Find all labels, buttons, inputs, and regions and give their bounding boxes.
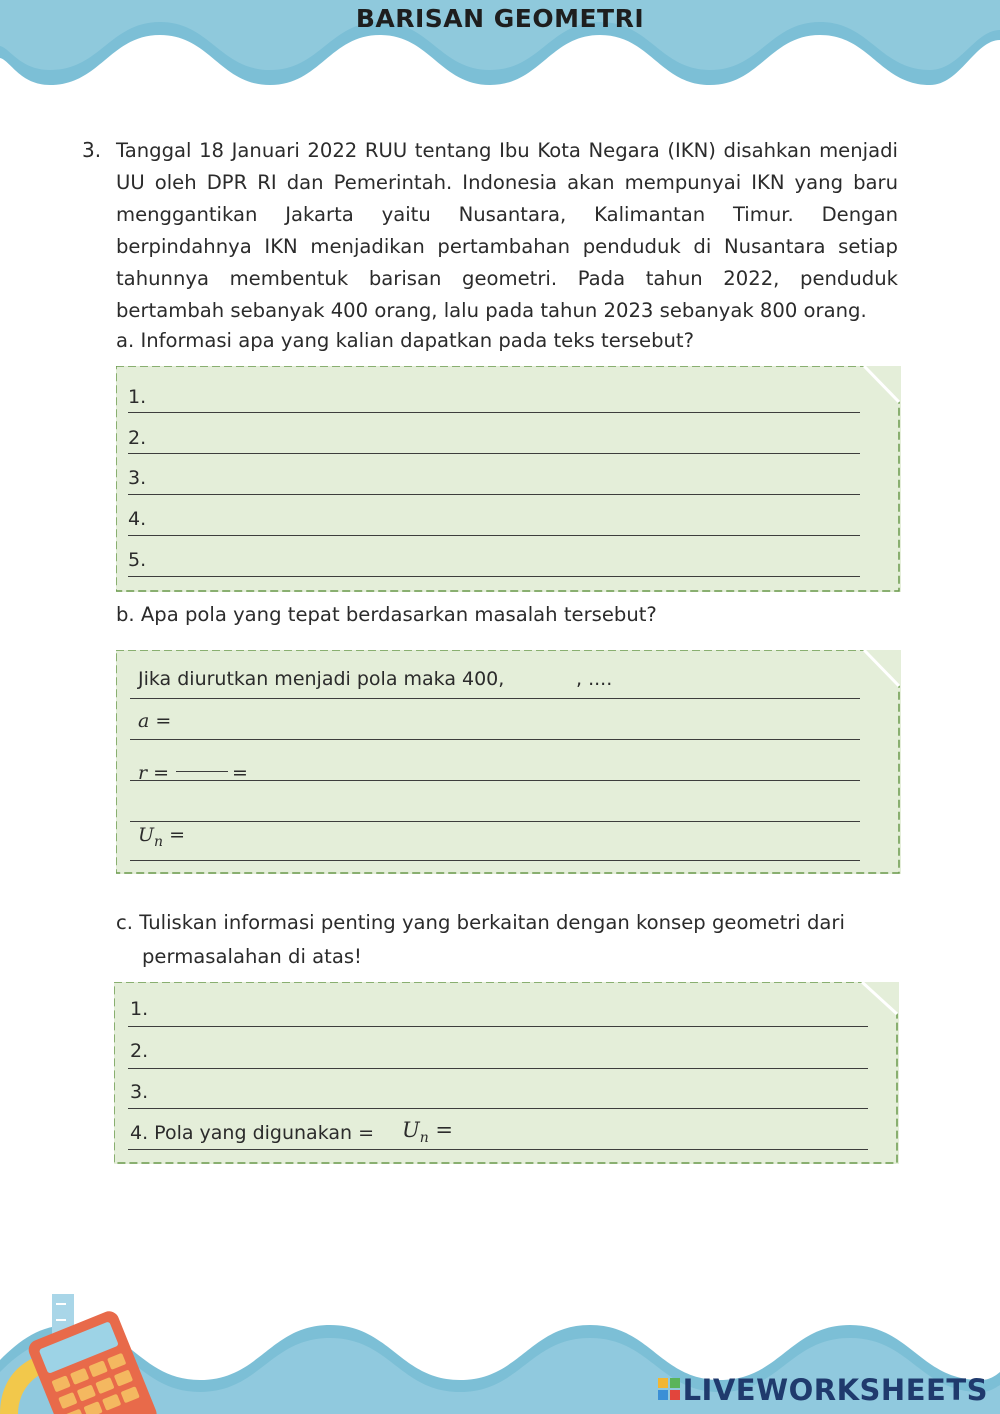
un-subscript: n xyxy=(419,1130,429,1147)
paragraph-line: berpindahnya IKN menjadikan pertambahan penduduk di Nusantara setiap xyxy=(116,235,898,258)
un-subscript: n xyxy=(154,833,164,850)
answer-row-label: 1. xyxy=(128,386,147,408)
answer-line-2[interactable] xyxy=(128,1068,868,1069)
answer-line-1[interactable] xyxy=(128,412,860,413)
liveworksheets-logo-icon xyxy=(658,1378,680,1400)
part-b-answer-box xyxy=(116,650,901,874)
un-answer-line[interactable] xyxy=(130,860,860,861)
calculator-icon xyxy=(0,1290,170,1414)
answer-line-4[interactable] xyxy=(128,535,860,536)
answer-line-5[interactable] xyxy=(128,576,860,577)
paragraph-line: bertambah sebanyak 400 orang, lalu pada tahun 2023 sebanyak 800 orang. xyxy=(116,299,867,322)
answer-row-label: 4. Pola yang digunakan = xyxy=(130,1122,375,1144)
un-base: U xyxy=(402,1118,420,1142)
un-label xyxy=(138,824,185,850)
answer-row-label: 2. xyxy=(128,427,147,449)
answer-line-2[interactable] xyxy=(128,453,860,454)
answer-line-4[interactable] xyxy=(128,1149,868,1150)
answer-line-3[interactable] xyxy=(128,1108,868,1109)
r-equals: = xyxy=(232,762,248,784)
question-number: 3. xyxy=(82,138,102,162)
un-equals: = xyxy=(435,1118,454,1142)
part-c-prompt-line1: c. Tuliskan informasi penting yang berkaitan dengan konsep geometri dari xyxy=(116,911,845,934)
answer-row-label: 1. xyxy=(130,998,149,1020)
blank-answer-line[interactable] xyxy=(130,821,860,822)
answer-line-1[interactable] xyxy=(128,1026,868,1027)
fraction-bar xyxy=(176,771,228,772)
a-answer-line[interactable] xyxy=(130,739,860,740)
answer-row-label: 3. xyxy=(130,1081,149,1103)
paragraph-line: menggantikan Jakarta yaitu Nusantara, Kalimantan Timur. Dengan xyxy=(116,203,898,226)
answer-row-label: 4. xyxy=(128,508,147,530)
brand-logo[interactable] xyxy=(658,1373,988,1407)
answer-row-label: 3. xyxy=(128,467,147,489)
question-paragraph xyxy=(116,135,898,327)
brand-name: LIVEWORKSHEETS xyxy=(682,1373,988,1407)
part-b-prompt: b. Apa pola yang tepat berdasarkan masalah tersebut? xyxy=(116,603,657,626)
un-base: U xyxy=(138,824,155,846)
part-a-prompt: a. Informasi apa yang kalian dapatkan pada teks tersebut? xyxy=(116,329,695,352)
box-border xyxy=(116,366,901,592)
paragraph-line: UU oleh DPR RI dan Pemerintah. Indonesia akan mempunyai IKN yang baru xyxy=(116,171,898,194)
part-a-answer-box xyxy=(116,366,901,592)
part-c-answer-box xyxy=(114,982,899,1164)
r-answer-line[interactable] xyxy=(130,780,860,781)
un-label xyxy=(402,1118,453,1146)
pattern-text: Jika diurutkan menjadi pola maka 400, xyxy=(138,668,505,690)
part-c-prompt-line2: permasalahan di atas! xyxy=(142,945,362,968)
answer-row-label: 2. xyxy=(130,1040,149,1062)
paragraph-line: tahunnya membentuk barisan geometri. Pada tahun 2022, penduduk xyxy=(116,267,898,290)
pattern-end: , .... xyxy=(576,668,613,690)
un-equals: = xyxy=(169,824,186,846)
answer-line-3[interactable] xyxy=(128,494,860,495)
paragraph-line: Tanggal 18 Januari 2022 RUU tentang Ibu Kota Negara (IKN) disahkan menjadi xyxy=(116,139,898,162)
pattern-line[interactable] xyxy=(130,698,860,699)
page-title: BARISAN GEOMETRI xyxy=(355,4,645,33)
answer-row-label: 5. xyxy=(128,549,147,571)
a-label: a = xyxy=(138,710,172,732)
r-label: r = xyxy=(138,762,170,784)
